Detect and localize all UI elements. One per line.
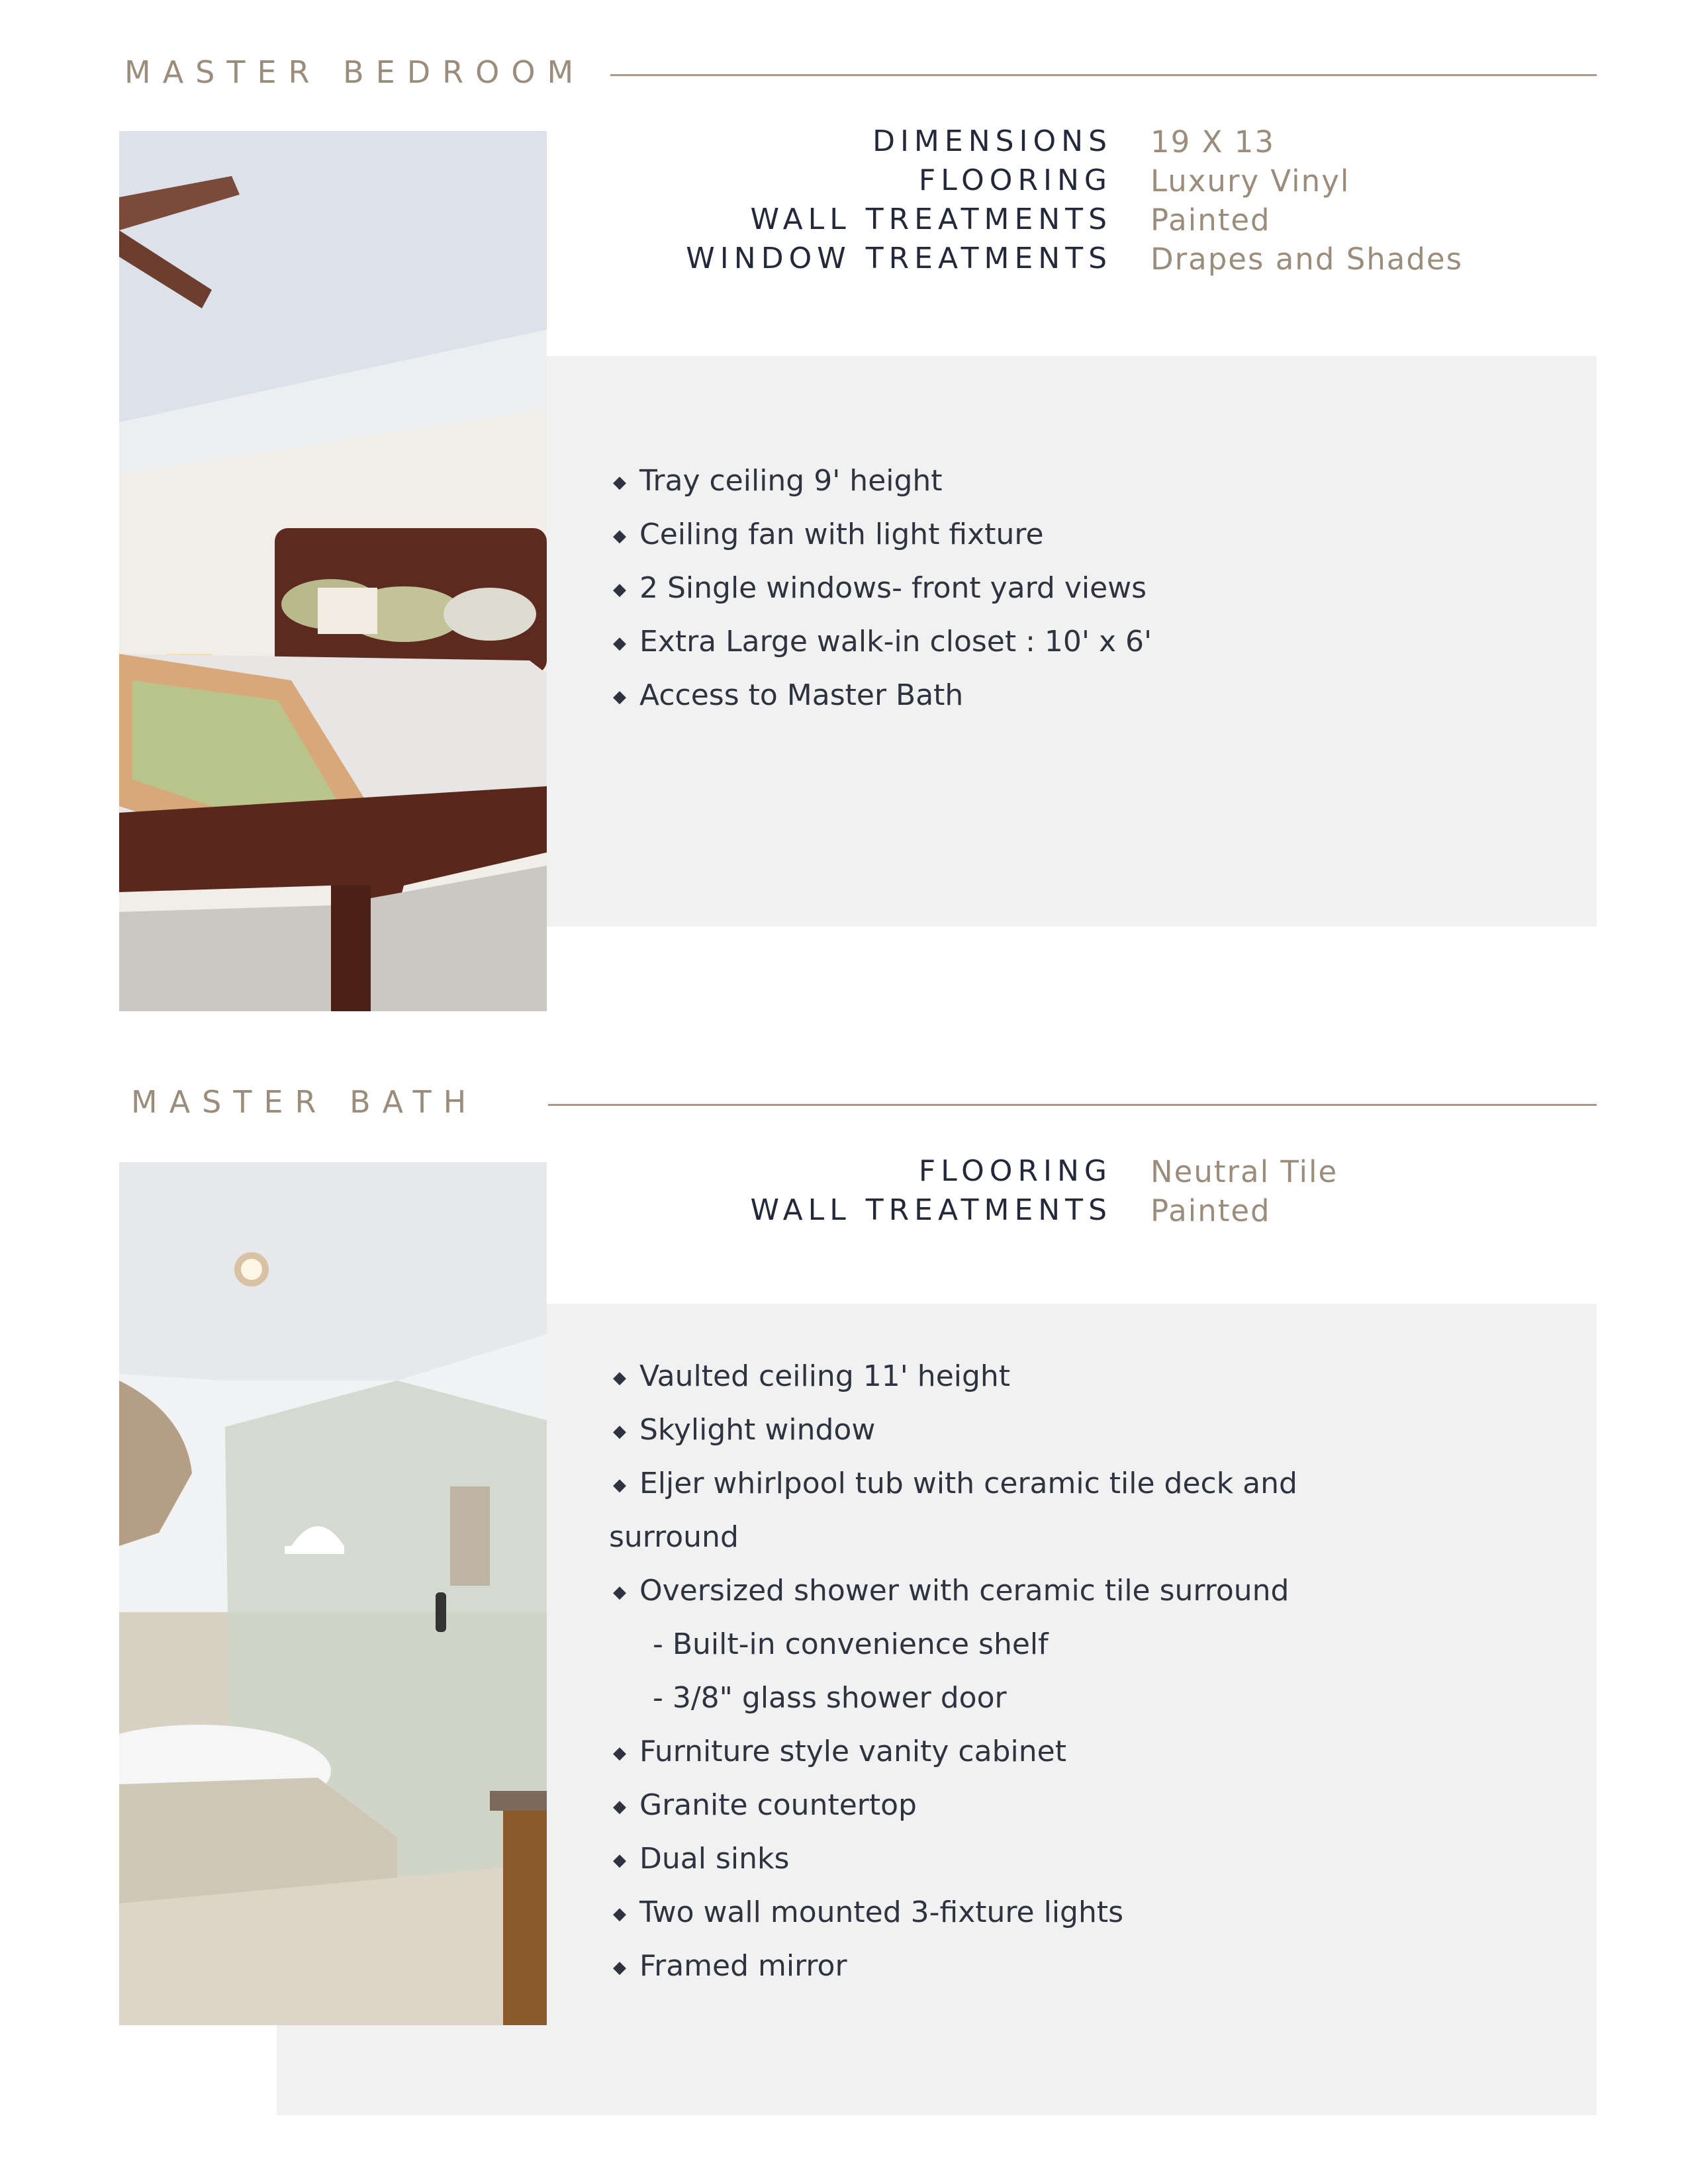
diamond-bullet-icon: ◆ bbox=[613, 1743, 626, 1763]
bath-title-rule bbox=[548, 1104, 1597, 1106]
spec-value: Painted bbox=[1150, 1193, 1271, 1228]
spec-label: WALL TREATMENTS bbox=[750, 1193, 1112, 1227]
bath-section-title: MASTER BATH bbox=[131, 1084, 479, 1120]
list-item: ◆ Eljer whirlpool tub with ceramic tile deck and bbox=[609, 1464, 1297, 1518]
bedroom-feature-list bbox=[609, 461, 1152, 729]
diamond-bullet-icon: ◆ bbox=[613, 526, 626, 546]
spec-label: WALL TREATMENTS bbox=[750, 203, 1112, 236]
list-item: ◆ Vaulted ceiling 11' height bbox=[609, 1357, 1297, 1410]
bath-photo bbox=[119, 1162, 547, 2025]
spec-value: Drapes and Shades bbox=[1150, 242, 1464, 277]
list-item: ◆ Framed mirror bbox=[609, 1946, 1297, 2000]
list-item: ◆ Dual sinks bbox=[609, 1839, 1297, 1893]
spec-row-wall-treatments bbox=[0, 203, 1271, 242]
diamond-bullet-icon: ◆ bbox=[613, 1904, 626, 1924]
bath-specs bbox=[0, 1154, 1338, 1232]
diamond-bullet-icon: ◆ bbox=[613, 1475, 626, 1495]
diamond-bullet-icon: ◆ bbox=[613, 1850, 626, 1870]
bedroom-specs bbox=[0, 124, 1464, 281]
spec-value: Luxury Vinyl bbox=[1150, 163, 1350, 199]
diamond-bullet-icon: ◆ bbox=[613, 633, 626, 653]
bath-feature-list bbox=[609, 1357, 1297, 2000]
spec-row-window-treatments bbox=[0, 242, 1464, 281]
bedroom-title-rule bbox=[610, 74, 1597, 76]
spec-label: WINDOW TREATMENTS bbox=[686, 242, 1112, 275]
list-item: ◆ 2 Single windows- front yard views bbox=[609, 569, 1152, 622]
spec-row-wall-treatments bbox=[0, 1193, 1271, 1232]
list-item: ◆ Two wall mounted 3-fixture lights bbox=[609, 1893, 1297, 1946]
list-item: ◆ Granite countertop bbox=[609, 1786, 1297, 1839]
list-item: ◆ Extra Large walk-in closet : 10' x 6' bbox=[609, 622, 1152, 676]
diamond-bullet-icon: ◆ bbox=[613, 1582, 626, 1602]
spec-row-dimensions bbox=[0, 124, 1275, 163]
spec-label: DIMENSIONS bbox=[872, 124, 1112, 158]
diamond-bullet-icon: ◆ bbox=[613, 687, 626, 707]
bedroom-section-title: MASTER BEDROOM bbox=[124, 54, 586, 90]
diamond-bullet-icon: ◆ bbox=[613, 580, 626, 600]
spec-row-flooring bbox=[0, 163, 1350, 203]
diamond-bullet-icon: ◆ bbox=[613, 1797, 626, 1817]
spec-label: FLOORING bbox=[918, 1154, 1112, 1188]
list-item-continuation: surround bbox=[609, 1520, 739, 1554]
spec-row-flooring bbox=[0, 1154, 1338, 1193]
list-item: ◆ Skylight window bbox=[609, 1410, 1297, 1464]
diamond-bullet-icon: ◆ bbox=[613, 1958, 626, 1978]
diamond-bullet-icon: ◆ bbox=[613, 473, 626, 492]
list-item: ◆ Ceiling fan with light fixture bbox=[609, 515, 1152, 569]
list-item: ◆ Oversized shower with ceramic tile surround bbox=[609, 1571, 1297, 1625]
spec-label: FLOORING bbox=[918, 163, 1112, 197]
sub-list-item: - 3/8" glass shower door bbox=[653, 1681, 1007, 1715]
sub-list-item: - Built-in convenience shelf bbox=[653, 1627, 1049, 1661]
list-item: ◆ Tray ceiling 9' height bbox=[609, 461, 1152, 515]
list-item: ◆ Furniture style vanity cabinet bbox=[609, 1732, 1297, 1786]
spec-value: Painted bbox=[1150, 203, 1271, 238]
diamond-bullet-icon: ◆ bbox=[613, 1422, 626, 1441]
spec-value: Neutral Tile bbox=[1150, 1154, 1338, 1189]
list-item: ◆ Access to Master Bath bbox=[609, 676, 1152, 729]
spec-value: 19 X 13 bbox=[1150, 124, 1275, 159]
diamond-bullet-icon: ◆ bbox=[613, 1368, 626, 1388]
